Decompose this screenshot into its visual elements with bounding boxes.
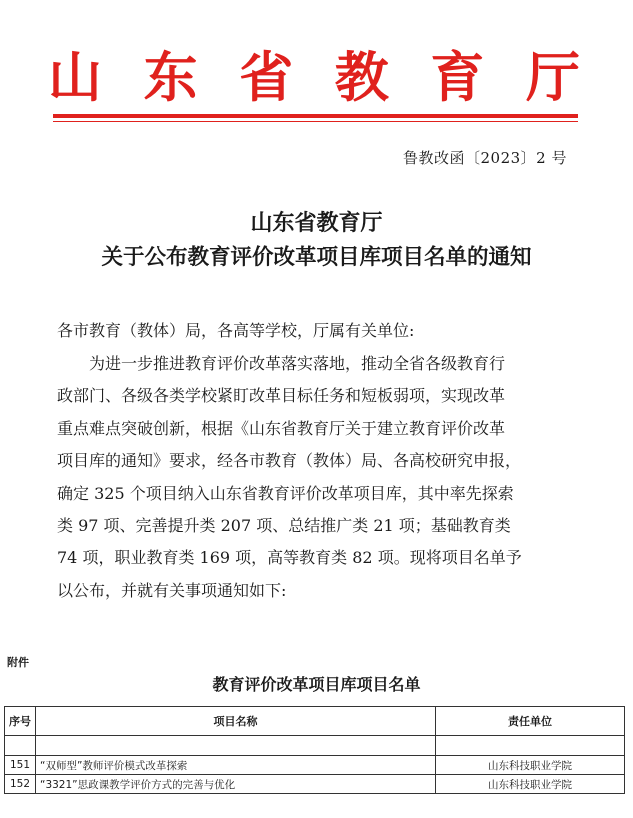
body-line: 项目库的通知》要求，经各市教育（教体）局、各高校研究申报， [57,451,522,471]
table-header-row [5,707,625,736]
row-unit: 山东科技职业学院 [436,756,625,775]
row-unit: 山东科技职业学院 [436,775,625,794]
attachment-title: 教育评价改革项目库项目名单 [212,675,421,694]
masthead-char: 育 [430,45,485,109]
masthead [48,44,580,110]
title-subject: 关于公布教育评价改革项目库项目名单的通知 [101,245,532,270]
body-line: 重点难点突破创新，根据《山东省教育厅关于建立教育评价改革 [57,418,506,438]
addressee: 各市教育（教体）局，各高等学校，厅属有关单位: [57,321,415,340]
row-no: 151 [5,756,36,775]
masthead-rule-thick [53,114,578,118]
row-project-name: “双师型”教师评价模式改革探索 [36,756,436,775]
document-number: 鲁教改函〔2023〕2 号 [403,149,567,167]
column-header-name: 项目名称 [36,707,436,736]
column-header-unit: 责任单位 [436,707,625,736]
body-line: 为进一步推进教育评价改革落实落地，推动全省各级教育行 [89,354,506,373]
row-no: 152 [5,775,36,794]
masthead-char: 山 [48,45,102,109]
body-line: 类 97 项、完善提升类 207 项、总结推广类 21 项；基础教育类 [57,515,511,535]
masthead-char: 教 [334,45,389,109]
body-line: 确定 325 个项目纳入山东省教育评价改革项目库，其中率先探索 [57,483,514,503]
masthead-char: 省 [239,45,294,109]
body-text [57,348,577,607]
table-row [5,775,625,794]
body-line: 74 项，职业教育类 169 项，高等教育类 82 项。现将项目名单予 [57,548,522,568]
project-table [4,706,625,794]
title-issuer: 山东省教育厅 [250,210,383,236]
row-project-name: “3321”思政课教学评价方式的完善与优化 [36,775,436,794]
column-header-no: 序号 [5,707,36,736]
body-line: 政部门、各级各类学校紧盯改革目标任务和短板弱项，实现改革 [57,386,506,406]
masthead-char: 东 [143,45,198,109]
table-row [5,756,625,775]
masthead-char: 厅 [525,45,580,109]
attachment-label: 附件 [7,656,29,669]
masthead-rule-thin [53,121,578,122]
table-gap-row [5,736,625,756]
body-line: 以公布，并就有关事项通知如下: [57,580,287,600]
